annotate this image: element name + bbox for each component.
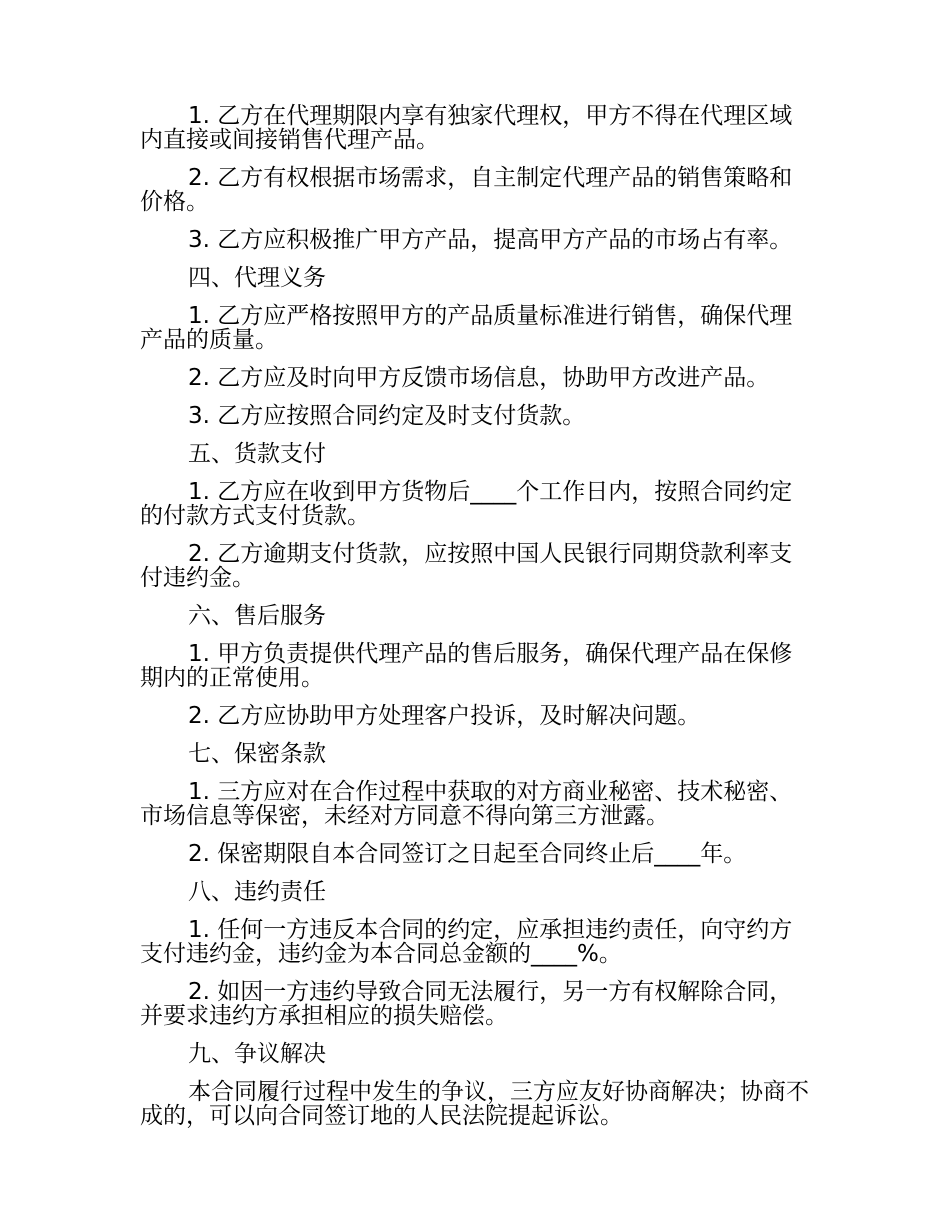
section-heading-5: 五、货款支付	[188, 441, 326, 467]
section-heading-9: 九、争议解决	[188, 1041, 326, 1067]
section-heading-8: 八、违约责任	[188, 879, 326, 905]
section-heading-6: 六、售后服务	[188, 603, 326, 629]
clause-5-1: 1. 乙方应在收到甲方货物后____个工作日内，按照合同约定的付款方式支付货款。	[140, 479, 793, 529]
clause-4-3: 3. 乙方应按照合同约定及时支付货款。	[188, 403, 586, 429]
clause-9-1: 本合同履行过程中发生的争议，三方应友好协商解决；协商不成的，可以向合同签订地的人民法院提起诉讼。	[140, 1079, 809, 1129]
clause-3-2: 2. 乙方有权根据市场需求，自主制定代理产品的销售策略和价格。	[140, 165, 793, 215]
section-heading-7: 七、保密条款	[188, 741, 326, 767]
clause-4-1: 1. 乙方应严格按照甲方的产品质量标准进行销售，确保代理产品的质量。	[140, 303, 793, 353]
section-heading-4: 四、代理义务	[188, 265, 326, 291]
clause-5-2: 2. 乙方逾期支付货款，应按照中国人民银行同期贷款利率支付违约金。	[140, 541, 793, 591]
clause-8-2: 2. 如因一方违约导致合同无法履行，另一方有权解除合同，并要求违约方承担相应的损失赔偿。	[140, 979, 793, 1029]
clause-4-2: 2. 乙方应及时向甲方反馈市场信息，协助甲方改进产品。	[188, 365, 770, 391]
clause-8-1: 1. 任何一方违反本合同的约定，应承担违约责任，向守约方支付违约金，违约金为本合同总金额的____%。	[140, 917, 793, 967]
clause-7-1: 1. 三方应对在合作过程中获取的对方商业秘密、技术秘密、市场信息等保密，未经对方同意不得向第三方泄露。	[140, 779, 793, 829]
clause-3-1: 1. 乙方在代理期限内享有独家代理权，甲方不得在代理区域内直接或间接销售代理产品。	[140, 103, 793, 153]
clause-7-2: 2. 保密期限自本合同签订之日起至合同终止后____年。	[188, 841, 747, 867]
document-body	[140, 104, 812, 1142]
clause-6-2: 2. 乙方应协助甲方处理客户投诉，及时解决问题。	[188, 703, 701, 729]
clause-6-1: 1. 甲方负责提供代理产品的售后服务，确保代理产品在保修期内的正常使用。	[140, 641, 793, 691]
clause-3-3: 3. 乙方应积极推广甲方产品，提高甲方产品的市场占有率。	[188, 227, 793, 253]
